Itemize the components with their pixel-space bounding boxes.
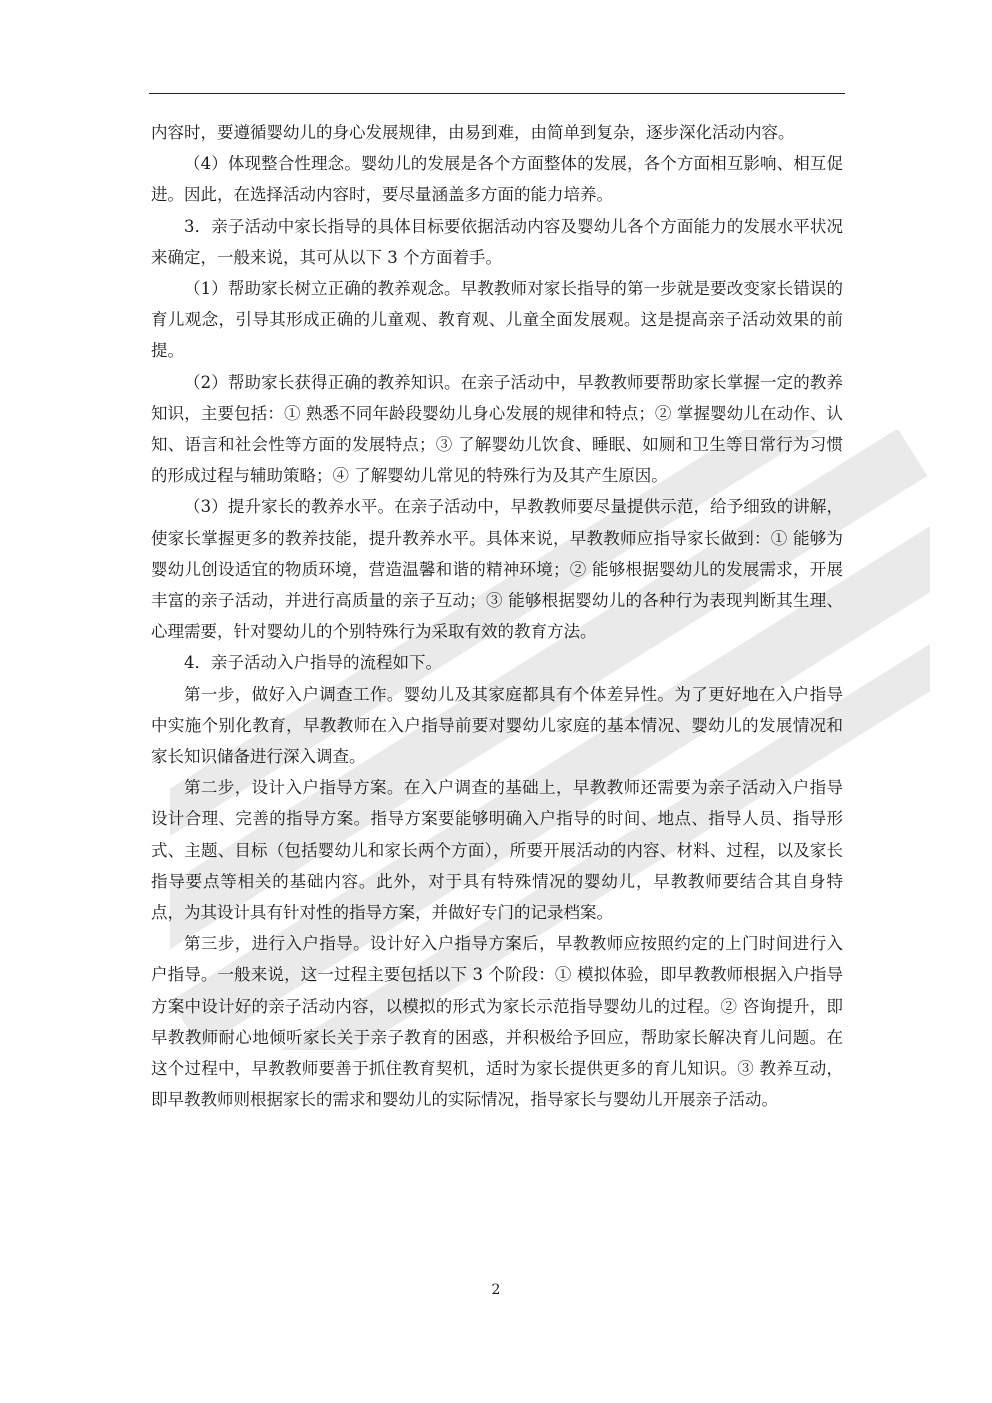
paragraph: 第三步，进行入户指导。设计好入户指导方案后，早教教师应按照约定的上门时间进行入户指导。一般来说，这一过程主要包括以下 3 个阶段：① 模拟体验，即早教教师根据入户指导方案中设计好的亲子活动内容，以模拟的形式为家长示范指导婴幼儿的过程。② 咨询提升，即早教教师耐心地倾听家长关于亲子教育的困惑，并积极给予回应，帮助家长解决育儿问题。在这个过程中，早教教师要善于抓住教育契机，适时为家长提供更多的育儿知识。③ 教养互动，即早教教师则根据家长的需求和婴幼儿的实际情况，指导家长与婴幼儿开展亲子活动。 — [151, 934, 843, 1110]
paragraph: 3．亲子活动中家长指导的具体目标要依据活动内容及婴幼儿各个方面能力的发展水平状况来确定，一般来说，其可从以下 3 个方面着手。 — [151, 216, 843, 267]
paragraph: （3）提升家长的教养水平。在亲子活动中，早教教师要尽量提供示范，给予细致的讲解，使家长掌握更多的教养技能，提升教养水平。具体来说，早教教师应指导家长做到：① 能够为婴幼儿创设适宜的物质环境，营造温馨和谐的精神环境；② 能够根据婴幼儿的发展需求，开展丰富的亲子活动，并进行高质量的亲子互动；③ 能够根据婴幼儿的各种行为表现判断其生理、心理需要，针对婴幼儿的个别特殊行为采取有效的教育方法。 — [151, 497, 843, 642]
paragraph: （4）体现整合性理念。婴幼儿的发展是各个方面整体的发展，各个方面相互影响、相互促进。因此，在选择活动内容时，要尽量涵盖多方面的能力培养。 — [151, 154, 843, 205]
header-rule — [149, 93, 845, 94]
paragraph: 第一步，做好入户调查工作。婴幼儿及其家庭都具有个体差异性。为了更好地在入户指导中实施个别化教育，早教教师在入户指导前要对婴幼儿家庭的基本情况、婴幼儿的发展情况和家长知识储备进行深入调查。 — [151, 684, 843, 767]
paragraph: 第二步，设计入户指导方案。在入户调查的基础上，早教教师还需要为亲子活动入户指导设计合理、完善的指导方案。指导方案要能够明确入户指导的时间、地点、指导人员、指导形式、主题、目标（包括婴幼儿和家长两个方面），所要开展活动的内容、材料、过程，以及家长指导要点等相关的基础内容。此外，对于具有特殊情况的婴幼儿，早教教师要结合其自身特点，为其设计具有针对性的指导方案，并做好专门的记录档案。 — [151, 778, 843, 923]
paragraph: 4．亲子活动入户指导的流程如下。 — [184, 653, 442, 673]
paragraph: （1）帮助家长树立正确的教养观念。早教教师对家长指导的第一步就是要改变家长错误的育儿观念，引导其形成正确的儿童观、教育观、儿童全面发展观。这是提高亲子活动效果的前提。 — [151, 279, 843, 361]
page-number: 2 — [491, 1282, 501, 1298]
paragraph: 内容时，要遵循婴幼儿的身心发展规律，由易到难，由简单到复杂，逐步深化活动内容。 — [151, 123, 795, 142]
page-body — [151, 117, 843, 1116]
paragraph: （2）帮助家长获得正确的教养知识。在亲子活动中，早教教师要帮助家长掌握一定的教养知识，主要包括：① 熟悉不同年龄段婴幼儿身心发展的规律和特点；② 掌握婴幼儿在动作、认知、语言和社会性等方面的发展特点；③ 了解婴幼儿饮食、睡眠、如厕和卫生等日常行为习惯的形成过程与辅助策略；④ 了解婴幼儿常见的特殊行为及其产生原因。 — [151, 372, 843, 486]
